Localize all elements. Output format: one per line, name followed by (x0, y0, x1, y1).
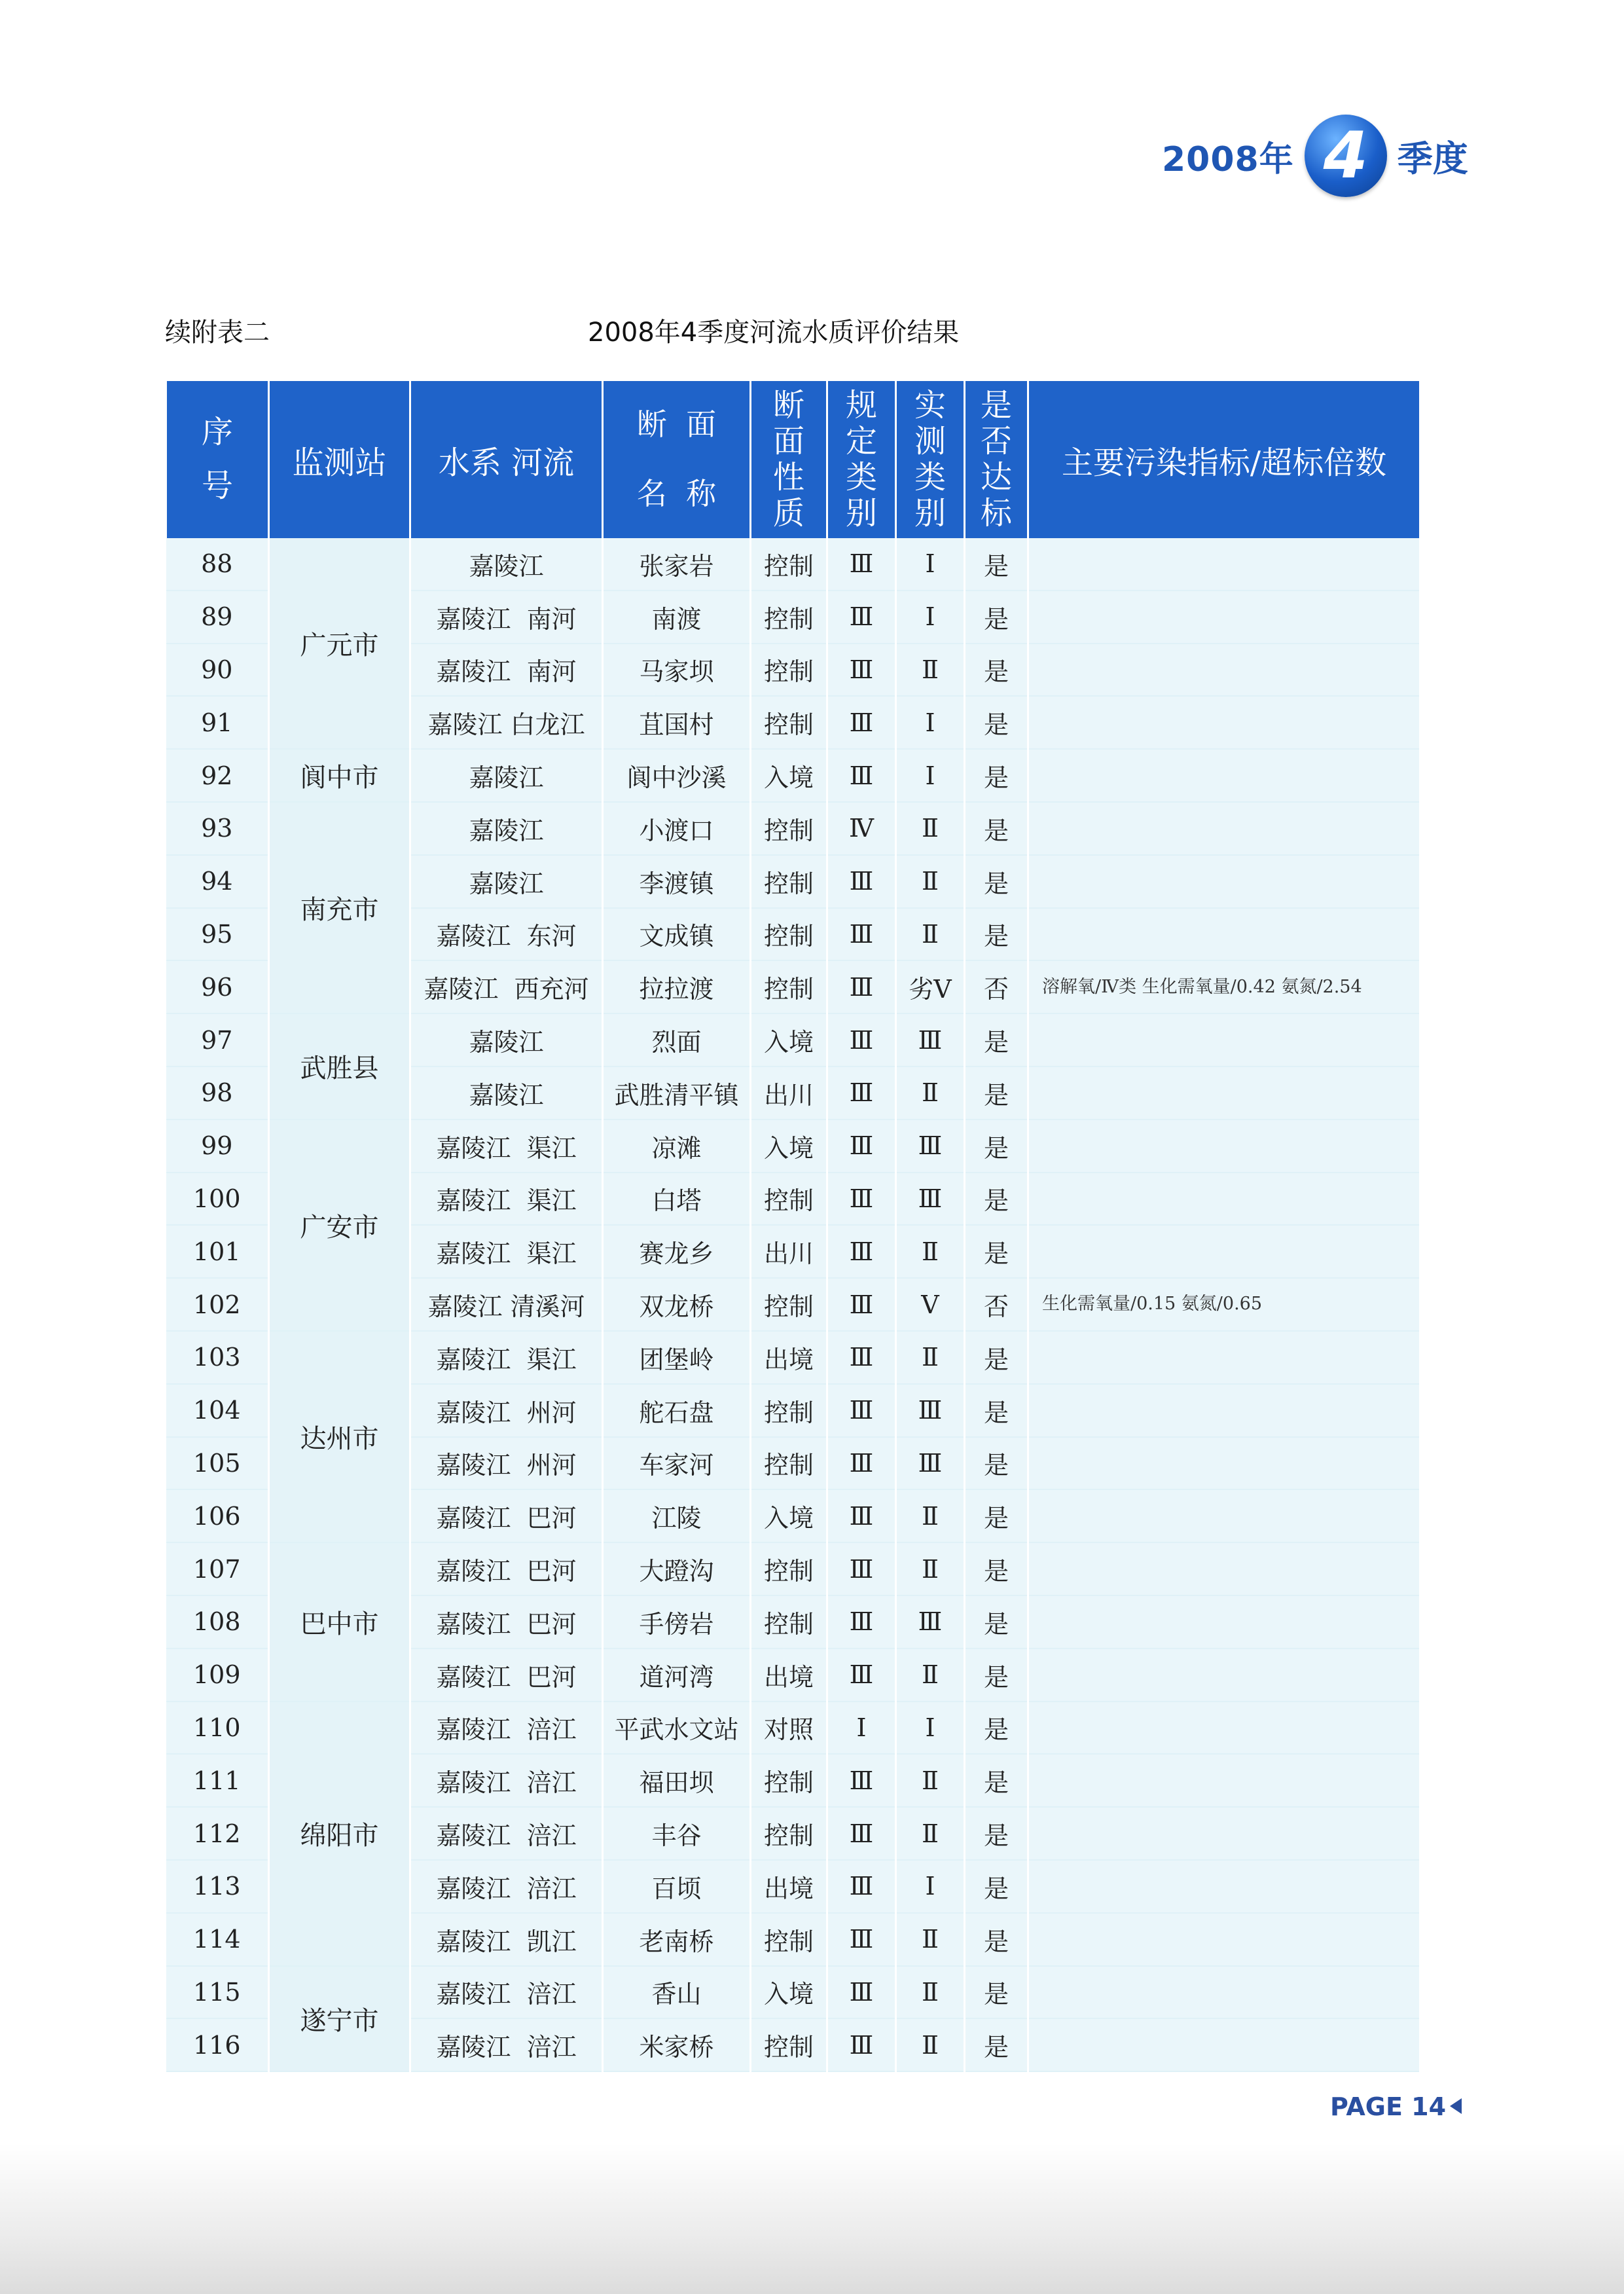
cell-section-nature: 控制 (751, 696, 827, 749)
page-number (1330, 2092, 1462, 2121)
page-arrow-icon (1450, 2098, 1462, 2114)
cell-no: 107 (166, 1542, 269, 1595)
cell-target-class: Ⅳ (827, 802, 896, 855)
cell-section-nature: 控制 (751, 538, 827, 591)
cell-section-nature: 出川 (751, 1066, 827, 1120)
cell-section-name: 武胜清平镇 (603, 1066, 751, 1120)
cell-measured-class: Ⅱ (896, 2018, 965, 2071)
cell-section-nature: 控制 (751, 2018, 827, 2071)
cell-target-class: Ⅲ (827, 1913, 896, 1966)
cell-no: 106 (166, 1489, 269, 1542)
cell-station: 广元市 (269, 538, 410, 749)
cell-section-name: 苴国村 (603, 696, 751, 749)
cell-section-name: 烈面 (603, 1013, 751, 1066)
table-row (166, 1542, 1420, 1595)
cell-section-nature: 控制 (751, 591, 827, 644)
cell-section-name: 文成镇 (603, 908, 751, 961)
cell-no: 116 (166, 2018, 269, 2071)
cell-measured-class: Ⅱ (896, 855, 965, 908)
table-body (166, 538, 1420, 2071)
cell-target-class: Ⅲ (827, 1278, 896, 1331)
cell-no: 98 (166, 1066, 269, 1120)
cell-river: 嘉陵江 渠江 (410, 1225, 603, 1278)
cell-measured-class: 劣Ⅴ (896, 960, 965, 1013)
cell-river: 嘉陵江 (410, 538, 603, 591)
cell-river: 嘉陵江 (410, 1013, 603, 1066)
cell-no: 99 (166, 1120, 269, 1173)
cell-station: 阆中市 (269, 749, 410, 802)
cell-section-name: 李渡镇 (603, 855, 751, 908)
cell-river: 嘉陵江 涪江 (410, 1702, 603, 1755)
cell-target-class: Ⅲ (827, 1120, 896, 1173)
cell-compliant: 是 (965, 802, 1028, 855)
cell-measured-class: Ⅰ (896, 1702, 965, 1755)
cell-section-name: 大蹬沟 (603, 1542, 751, 1595)
cell-river: 嘉陵江 (410, 1066, 603, 1120)
cell-no: 101 (166, 1225, 269, 1278)
cell-river: 嘉陵江 (410, 749, 603, 802)
cell-section-nature: 出川 (751, 1225, 827, 1278)
cell-section-nature: 控制 (751, 1807, 827, 1860)
table-row (166, 1966, 1420, 2019)
cell-measured-class: Ⅱ (896, 1754, 965, 1807)
cell-target-class: Ⅲ (827, 1648, 896, 1702)
cell-measured-class: Ⅱ (896, 1966, 965, 2019)
cell-station: 绵阳市 (269, 1702, 410, 1966)
cell-measured-class: Ⅰ (896, 749, 965, 802)
cell-river: 嘉陵江 涪江 (410, 1966, 603, 2019)
cell-compliant: 是 (965, 644, 1028, 697)
cell-section-nature: 控制 (751, 855, 827, 908)
cell-compliant: 是 (965, 538, 1028, 591)
cell-no: 104 (166, 1384, 269, 1437)
cell-pollutants (1028, 1966, 1420, 2019)
cell-pollutants (1028, 1754, 1420, 1807)
water-quality-table-wrap (165, 381, 1421, 2072)
cell-pollutants (1028, 908, 1420, 961)
cell-no: 105 (166, 1437, 269, 1490)
cell-target-class: Ⅲ (827, 1066, 896, 1120)
cell-section-nature: 控制 (751, 1542, 827, 1595)
cell-measured-class: Ⅱ (896, 1066, 965, 1120)
cell-section-nature: 控制 (751, 1278, 827, 1331)
cell-pollutants (1028, 1331, 1420, 1384)
cell-no: 108 (166, 1595, 269, 1648)
cell-no: 91 (166, 696, 269, 749)
quarter-badge (1162, 115, 1468, 197)
cell-section-name: 手傍岩 (603, 1595, 751, 1648)
cell-section-name: 香山 (603, 1966, 751, 2019)
cell-measured-class: Ⅱ (896, 1542, 965, 1595)
cell-section-name: 舵石盘 (603, 1384, 751, 1437)
badge-quarter-suffix: 季度 (1397, 137, 1468, 179)
cell-section-name: 双龙桥 (603, 1278, 751, 1331)
cell-section-name: 福田坝 (603, 1754, 751, 1807)
cell-pollutants (1028, 1489, 1420, 1542)
cell-river: 嘉陵江 凯江 (410, 1913, 603, 1966)
cell-measured-class: Ⅱ (896, 1807, 965, 1860)
cell-measured-class: Ⅴ (896, 1278, 965, 1331)
cell-compliant: 否 (965, 960, 1028, 1013)
cell-section-nature: 控制 (751, 1754, 827, 1807)
cell-pollutants (1028, 1173, 1420, 1226)
cell-target-class: Ⅲ (827, 1437, 896, 1490)
cell-measured-class: Ⅲ (896, 1173, 965, 1226)
cell-river: 嘉陵江 东河 (410, 908, 603, 961)
cell-pollutants (1028, 1860, 1420, 1913)
header-pollutants: 主要污染指标/超标倍数 (1028, 381, 1420, 538)
cell-section-nature: 对照 (751, 1702, 827, 1755)
cell-river: 嘉陵江 白龙江 (410, 696, 603, 749)
cell-section-name: 小渡口 (603, 802, 751, 855)
cell-target-class: Ⅲ (827, 1489, 896, 1542)
cell-target-class: Ⅲ (827, 696, 896, 749)
cell-river: 嘉陵江 巴河 (410, 1595, 603, 1648)
cell-compliant: 是 (965, 1384, 1028, 1437)
cell-station: 武胜县 (269, 1013, 410, 1120)
cell-no: 113 (166, 1860, 269, 1913)
header-section-name: 断 面 名 称 (603, 381, 751, 538)
cell-no: 95 (166, 908, 269, 961)
cell-section-name: 阆中沙溪 (603, 749, 751, 802)
cell-river: 嘉陵江 州河 (410, 1384, 603, 1437)
cell-river: 嘉陵江 南河 (410, 591, 603, 644)
cell-target-class: Ⅲ (827, 1384, 896, 1437)
cell-pollutants: 生化需氧量/0.15 氨氮/0.65 (1028, 1278, 1420, 1331)
cell-section-name: 白塔 (603, 1173, 751, 1226)
cell-compliant: 是 (965, 908, 1028, 961)
header-river: 水系 河流 (410, 381, 603, 538)
cell-compliant: 是 (965, 1013, 1028, 1066)
cell-pollutants (1028, 749, 1420, 802)
cell-compliant: 是 (965, 855, 1028, 908)
header-no: 序号 (166, 381, 269, 538)
cell-target-class: Ⅲ (827, 2018, 896, 2071)
cell-target-class: Ⅲ (827, 1807, 896, 1860)
cell-no: 109 (166, 1648, 269, 1702)
cell-measured-class: Ⅰ (896, 1860, 965, 1913)
cell-no: 100 (166, 1173, 269, 1226)
cell-compliant: 是 (965, 1225, 1028, 1278)
cell-section-name: 张家岩 (603, 538, 751, 591)
cell-river: 嘉陵江 州河 (410, 1437, 603, 1490)
badge-year: 2008年 (1162, 139, 1294, 179)
cell-river: 嘉陵江 西充河 (410, 960, 603, 1013)
cell-pollutants (1028, 1225, 1420, 1278)
table-row (166, 802, 1420, 855)
cell-river: 嘉陵江 清溪河 (410, 1278, 603, 1331)
water-quality-table (165, 381, 1421, 2072)
cell-measured-class: Ⅱ (896, 908, 965, 961)
cell-measured-class: Ⅱ (896, 1913, 965, 1966)
cell-measured-class: Ⅲ (896, 1437, 965, 1490)
cell-river: 嘉陵江 巴河 (410, 1489, 603, 1542)
cell-pollutants (1028, 644, 1420, 697)
cell-section-nature: 控制 (751, 1384, 827, 1437)
cell-compliant: 否 (965, 1278, 1028, 1331)
cell-section-nature: 入境 (751, 1013, 827, 1066)
cell-target-class: Ⅰ (827, 1702, 896, 1755)
cell-target-class: Ⅲ (827, 908, 896, 961)
cell-measured-class: Ⅱ (896, 802, 965, 855)
cell-compliant: 是 (965, 1754, 1028, 1807)
cell-no: 115 (166, 1966, 269, 2019)
cell-river: 嘉陵江 涪江 (410, 2018, 603, 2071)
cell-section-name: 平武水文站 (603, 1702, 751, 1755)
table-row (166, 1331, 1420, 1384)
cell-river: 嘉陵江 涪江 (410, 1754, 603, 1807)
cell-no: 92 (166, 749, 269, 802)
cell-no: 96 (166, 960, 269, 1013)
cell-compliant: 是 (965, 1966, 1028, 2019)
cell-no: 103 (166, 1331, 269, 1384)
cell-pollutants (1028, 1437, 1420, 1490)
cell-section-nature: 入境 (751, 749, 827, 802)
cell-measured-class: Ⅱ (896, 1331, 965, 1384)
cell-target-class: Ⅲ (827, 1173, 896, 1226)
cell-target-class: Ⅲ (827, 538, 896, 591)
cell-target-class: Ⅲ (827, 591, 896, 644)
cell-river: 嘉陵江 涪江 (410, 1860, 603, 1913)
cell-pollutants (1028, 538, 1420, 591)
cell-river: 嘉陵江 (410, 855, 603, 908)
cell-no: 93 (166, 802, 269, 855)
cell-river: 嘉陵江 涪江 (410, 1807, 603, 1860)
cell-pollutants (1028, 802, 1420, 855)
cell-compliant: 是 (965, 2018, 1028, 2071)
cell-pollutants (1028, 696, 1420, 749)
cell-station: 巴中市 (269, 1542, 410, 1701)
cell-measured-class: Ⅲ (896, 1120, 965, 1173)
page-number-label: PAGE 14 (1330, 2092, 1447, 2121)
cell-section-nature: 控制 (751, 1595, 827, 1648)
cell-section-name: 团堡岭 (603, 1331, 751, 1384)
cell-section-nature: 控制 (751, 1437, 827, 1490)
cell-section-nature: 控制 (751, 960, 827, 1013)
cell-section-nature: 控制 (751, 908, 827, 961)
cell-measured-class: Ⅱ (896, 1489, 965, 1542)
cell-section-name: 江陵 (603, 1489, 751, 1542)
cell-target-class: Ⅲ (827, 1754, 896, 1807)
cell-no: 112 (166, 1807, 269, 1860)
cell-compliant: 是 (965, 1173, 1028, 1226)
cell-target-class: Ⅲ (827, 749, 896, 802)
cell-no: 102 (166, 1278, 269, 1331)
cell-target-class: Ⅲ (827, 960, 896, 1013)
cell-compliant: 是 (965, 1595, 1028, 1648)
cell-no: 114 (166, 1913, 269, 1966)
cell-section-name: 百顷 (603, 1860, 751, 1913)
cell-section-name: 赛龙乡 (603, 1225, 751, 1278)
cell-pollutants (1028, 1807, 1420, 1860)
cell-compliant: 是 (965, 1702, 1028, 1755)
cell-section-name: 道河湾 (603, 1648, 751, 1702)
cell-compliant: 是 (965, 696, 1028, 749)
cell-pollutants (1028, 1013, 1420, 1066)
table-row (166, 1013, 1420, 1066)
page-bottom-shadow (0, 2143, 1624, 2294)
cell-no: 88 (166, 538, 269, 591)
table-row (166, 1120, 1420, 1173)
cell-section-nature: 控制 (751, 1173, 827, 1226)
cell-river: 嘉陵江 渠江 (410, 1331, 603, 1384)
cell-compliant: 是 (965, 1913, 1028, 1966)
cell-compliant: 是 (965, 1542, 1028, 1595)
cell-compliant: 是 (965, 1437, 1028, 1490)
table-row (166, 1702, 1420, 1755)
cell-measured-class: Ⅰ (896, 538, 965, 591)
cell-measured-class: Ⅲ (896, 1384, 965, 1437)
cell-no: 90 (166, 644, 269, 697)
cell-section-name: 车家河 (603, 1437, 751, 1490)
cell-river: 嘉陵江 渠江 (410, 1120, 603, 1173)
header-compliant: 是否达标 (965, 381, 1028, 538)
table-row (166, 749, 1420, 802)
cell-compliant: 是 (965, 591, 1028, 644)
cell-section-name: 凉滩 (603, 1120, 751, 1173)
cell-section-name: 米家桥 (603, 2018, 751, 2071)
cell-no: 110 (166, 1702, 269, 1755)
cell-no: 89 (166, 591, 269, 644)
cell-pollutants (1028, 1384, 1420, 1437)
cell-section-nature: 控制 (751, 802, 827, 855)
cell-river: 嘉陵江 巴河 (410, 1648, 603, 1702)
cell-compliant: 是 (965, 1860, 1028, 1913)
cell-target-class: Ⅲ (827, 1013, 896, 1066)
cell-section-nature: 入境 (751, 1489, 827, 1542)
cell-pollutants (1028, 2018, 1420, 2071)
cell-no: 97 (166, 1013, 269, 1066)
cell-pollutants (1028, 1542, 1420, 1595)
cell-section-nature: 控制 (751, 1913, 827, 1966)
cell-section-name: 拉拉渡 (603, 960, 751, 1013)
cell-compliant: 是 (965, 1489, 1028, 1542)
cell-compliant: 是 (965, 1807, 1028, 1860)
header-station: 监测站 (269, 381, 410, 538)
cell-section-nature: 出境 (751, 1860, 827, 1913)
table-header-row (166, 381, 1420, 538)
cell-measured-class: Ⅲ (896, 1595, 965, 1648)
table-row (166, 538, 1420, 591)
cell-measured-class: Ⅱ (896, 1648, 965, 1702)
cell-target-class: Ⅲ (827, 1542, 896, 1595)
cell-section-name: 丰谷 (603, 1807, 751, 1860)
cell-pollutants: 溶解氧/Ⅳ类 生化需氧量/0.42 氨氮/2.54 (1028, 960, 1420, 1013)
cell-pollutants (1028, 591, 1420, 644)
cell-pollutants (1028, 1913, 1420, 1966)
cell-compliant: 是 (965, 1648, 1028, 1702)
cell-section-nature: 出境 (751, 1648, 827, 1702)
cell-pollutants (1028, 1702, 1420, 1755)
cell-river: 嘉陵江 渠江 (410, 1173, 603, 1226)
cell-target-class: Ⅲ (827, 1966, 896, 2019)
cell-station: 遂宁市 (269, 1966, 410, 2072)
cell-section-nature: 入境 (751, 1966, 827, 2019)
header-target-class: 规定类别 (827, 381, 896, 538)
cell-pollutants (1028, 1120, 1420, 1173)
cell-section-nature: 出境 (751, 1331, 827, 1384)
cell-station: 达州市 (269, 1331, 410, 1542)
table-continuation-label: 续附表二 (165, 318, 270, 348)
cell-measured-class: Ⅱ (896, 1225, 965, 1278)
cell-compliant: 是 (965, 1120, 1028, 1173)
cell-target-class: Ⅲ (827, 855, 896, 908)
cell-river: 嘉陵江 巴河 (410, 1542, 603, 1595)
badge-quarter-number: 4 (1305, 115, 1387, 197)
cell-target-class: Ⅲ (827, 1331, 896, 1384)
cell-measured-class: Ⅰ (896, 591, 965, 644)
cell-compliant: 是 (965, 1066, 1028, 1120)
cell-compliant: 是 (965, 749, 1028, 802)
cell-river: 嘉陵江 南河 (410, 644, 603, 697)
cell-station: 南充市 (269, 802, 410, 1013)
cell-target-class: Ⅲ (827, 644, 896, 697)
header-measured-class: 实测类别 (896, 381, 965, 538)
cell-station: 广安市 (269, 1120, 410, 1331)
cell-section-nature: 入境 (751, 1120, 827, 1173)
cell-measured-class: Ⅰ (896, 696, 965, 749)
cell-measured-class: Ⅱ (896, 644, 965, 697)
cell-river: 嘉陵江 (410, 802, 603, 855)
cell-pollutants (1028, 855, 1420, 908)
cell-pollutants (1028, 1066, 1420, 1120)
table-title: 2008年4季度河流水质评价结果 (588, 318, 960, 348)
cell-section-name: 南渡 (603, 591, 751, 644)
cell-no: 94 (166, 855, 269, 908)
cell-section-nature: 控制 (751, 644, 827, 697)
cell-target-class: Ⅲ (827, 1225, 896, 1278)
cell-target-class: Ⅲ (827, 1595, 896, 1648)
cell-measured-class: Ⅲ (896, 1013, 965, 1066)
cell-no: 111 (166, 1754, 269, 1807)
cell-target-class: Ⅲ (827, 1860, 896, 1913)
cell-section-name: 马家坝 (603, 644, 751, 697)
header-section-nature: 断面性质 (751, 381, 827, 538)
cell-pollutants (1028, 1648, 1420, 1702)
cell-pollutants (1028, 1595, 1420, 1648)
cell-compliant: 是 (965, 1331, 1028, 1384)
cell-section-name: 老南桥 (603, 1913, 751, 1966)
